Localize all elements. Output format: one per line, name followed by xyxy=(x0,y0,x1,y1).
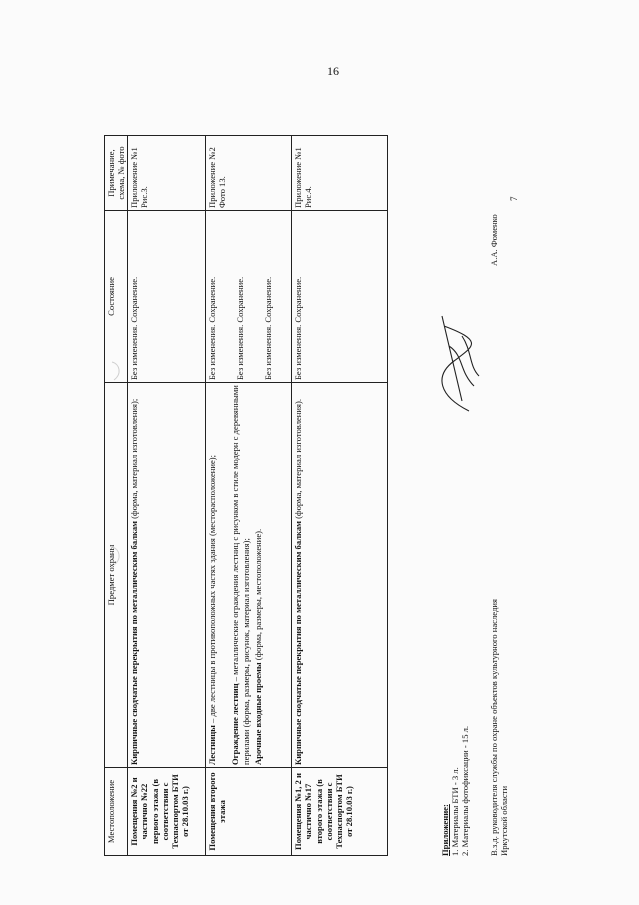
state-text: Без изменения. Сохранение. xyxy=(262,276,273,380)
appendix-item: 1. Материалы БТИ - 3 л. xyxy=(450,767,461,856)
state-cell xyxy=(128,211,206,383)
appendix-title: Приложение: xyxy=(440,804,450,856)
state-text: Без изменения. Сохранение. xyxy=(293,276,304,380)
subject-text: (форма, материал изготовления); xyxy=(129,398,140,521)
subject-text: (форма, материал изготовления). xyxy=(293,399,304,521)
table-row xyxy=(292,136,388,856)
table-header-row xyxy=(105,136,128,856)
subject-cell xyxy=(292,383,388,768)
table-row xyxy=(206,136,292,856)
header-note: Примечание, схема, № фото xyxy=(105,136,128,211)
header-state: Состояние xyxy=(105,211,128,383)
note-cell: Приложение №1 Рис.4. xyxy=(292,136,388,211)
state-cell xyxy=(206,211,292,383)
appendix-block xyxy=(440,456,470,856)
note-cell: Приложение №2 Фото 13. xyxy=(206,136,292,211)
table-row xyxy=(128,136,206,856)
state-cell xyxy=(292,211,388,383)
subject-cell xyxy=(206,383,292,768)
state-text: Без изменения. Сохранение. xyxy=(129,276,140,380)
rotated-document-body xyxy=(104,136,524,856)
subject-text: – металлические ограждения лестниц с рисунком в стиле модерн с деревянными перилами (форма, размеры, рисунок, материал изготовления); xyxy=(230,385,251,765)
heritage-protection-table xyxy=(104,135,388,856)
subject-text: – две лестницы в противоположных частях здания (месторасположение); xyxy=(207,454,218,726)
header-location: Местоположение xyxy=(105,768,128,856)
location-cell: Помещения №1, 2 и частично №17 второго этажа (в соответствии с Техпаспортом БТИ от 28.10.03 г.) xyxy=(292,768,388,856)
subject-bold: Кирпичные сводчатые перекрытия по металлическим балкам xyxy=(129,520,140,765)
scan-artifact-mark xyxy=(108,545,130,567)
state-text: Без изменения. Сохранение. xyxy=(235,276,246,380)
subject-bold: Ограждение лестниц xyxy=(230,683,241,765)
state-text: Без изменения. Сохранение. xyxy=(207,276,218,380)
subject-text: (форма, размеры, местоположение). xyxy=(252,528,263,663)
note-cell: Приложение №1 Рис.3. xyxy=(128,136,206,211)
page-number: 16 xyxy=(327,64,339,78)
subject-cell xyxy=(128,383,206,768)
signatory-name: А.А. Фоменко xyxy=(489,214,499,266)
footer-mark: 7 xyxy=(509,196,519,201)
header-subject: Предмет охраны xyxy=(105,383,128,768)
appendix-item: 2. Материалы фотофиксации - 15 л. xyxy=(460,725,471,856)
location-cell: Помещения второго этажа xyxy=(206,768,292,856)
subject-bold: Лестницы xyxy=(207,725,218,765)
scan-artifact-mark xyxy=(108,360,130,382)
signatory-role: В.з.д. руководителя службы по охране объектов культурного наследия Иркутской области xyxy=(489,599,510,856)
location-cell: Помещения №2 и частично №22 первого этажа (в соответствии с Техпаспортом БТИ от 28.10.03 г.) xyxy=(128,768,206,856)
subject-bold: Арочные входные проемы xyxy=(252,662,263,765)
handwritten-signature xyxy=(424,306,494,416)
subject-bold: Кирпичные сводчатые перекрытия по металлическим балкам xyxy=(293,520,304,765)
